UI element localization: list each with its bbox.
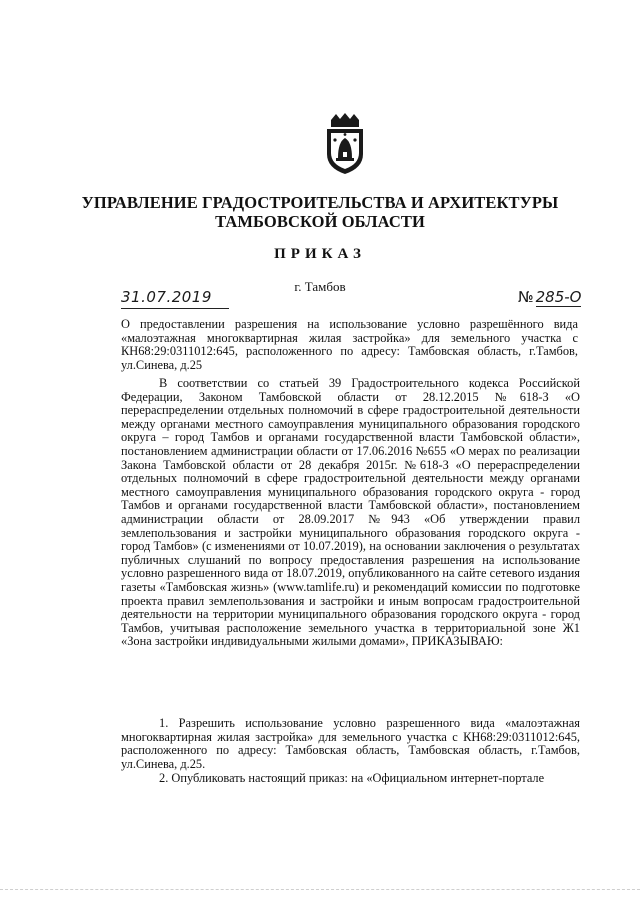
document-type: ПРИКАЗ (274, 246, 366, 262)
preamble-paragraph: В соответствии со статьей 39 Градостроительного кодекса Российской Федерации, Законом Тамбовской области от 28.12.2015 №618-З «О перераспределении отдельных полномочий в сфере градостроительной деятельности между органами местного самоуправления муниципального образования городского округа – город Тамбов и органами государственной власти Тамбовской области», постановлением администрации области от 17.06.2016 №655 «О мерах по реализации Закона Тамбовской области от 28 декабря 2015г. №618-З «О перераспределении отдельных полномочий в сфере градостроительной деятельности между органами местного самоуправления муниципального образования городского округа - город Тамбов и органами государственной власти Тамбовской области», постановлением администрации области от 28.09.2017 №943 «Об утверждении правил землепользования и застройки муниципального образования городского округа - город Тамбов» (с изменениями от 10.07.2019), на основании заключения о результатах публичных слушаний по вопросу предоставления разрешения на использование условно разрешенного вида от 18.07.2019, опубликованного на сайте сетевого издания газеты «Тамбовская жизнь» (www.tamlife.ru) и рекомендаций комиссии по подготовке проекта правил землепользования и застройки и иным вопросам градостроительной деятельности на территории муниципального образования городского округа - город Тамбов, учитывая расположение земельного участка в территориальной зоне Ж1 «Зона застройки индивидуальными жилыми домами», ПРИКАЗЫВАЮ: (121, 376, 580, 649)
tambov-coat-of-arms-icon (322, 112, 368, 176)
document-subject: О предоставлении разрешения на использование условно разрешённого вида «малоэтажная многоквартирная жилая застройка» для земельного участка с КН68:29:0311012:645, расположенного по адресу: Тамбовская область, г.Тамбов, ул.Синева, д.25 (121, 317, 578, 372)
page-bottom-edge (0, 889, 640, 896)
city: г. Тамбов (294, 279, 346, 294)
organization-name-line2: ТАМБОВСКОЙ ОБЛАСТИ (215, 212, 425, 231)
document-number (518, 288, 598, 308)
order-item-1: 1. Разрешить использование условно разрешенного вида «малоэтажная многоквартирная жилая застройка» для земельного участка с КН68:29:0311012:645, расположенного по адресу: Тамбовская область, Тамбовская область, г.Тамбов, ул.Синева, д.25. (121, 716, 580, 771)
order-item-2: 2. Опубликовать настоящий приказ: на «Официальном интернет-портале (159, 771, 545, 785)
document-date: 31.07.2019 (121, 288, 229, 309)
number-value: 285-О (535, 288, 582, 306)
number-prefix: № (518, 288, 534, 306)
organization-name-line1: УПРАВЛЕНИЕ ГРАДОСТРОИТЕЛЬСТВА И АРХИТЕКТУРЫ (81, 193, 559, 212)
